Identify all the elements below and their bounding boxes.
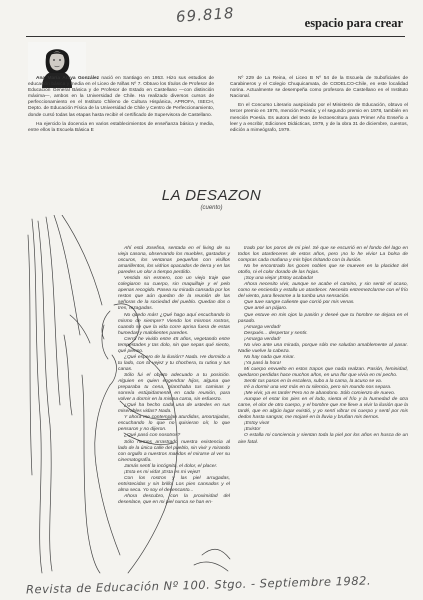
header-rule <box>26 36 405 37</box>
author-bio-left-column <box>28 76 214 137</box>
story-right-column <box>238 246 408 446</box>
story-paragraph: trado por los poros de mi piel. Sé que se escurrió en el fondo del lago en todos los atardeceres de estos años, pero ¡no lo he vivio! La bolsa de compras cada mañana y mis hijos tiritando con la ilusión. <box>238 246 408 264</box>
story-paragraph: ¡Ya pasó la hora! <box>244 360 281 366</box>
story-paragraph: No hay nada que mirar. <box>244 354 295 360</box>
handwritten-id-mark: 69.818 <box>175 3 236 27</box>
story-paragraph: ¿Qué espero de la ilusión? Nada. He dormido a tu lado, con tu vejez y tu chochera, tu rutina y tus canas. <box>118 354 230 372</box>
story-paragraph: Sólo fui el objeto adecuado a tu posición. Alguien en quien engendrar hijos, alguna que preparaba tu cena, planchaba tus camisas y sonreía estúpidamente en cada reunión, para volver a dormir en la misma cama, sin esfuerzo. <box>118 372 230 403</box>
handwritten-source-note: Revista de Educación Nº 100. Stgo. - Septiembre 1982. <box>25 573 372 597</box>
story-paragraph: Jamás sentí la incógnita, el dolor, el placer. <box>124 463 218 469</box>
story-paragraph: O estalla mi conciencia y sientan toda la piel por los años en husca de un aire fatal. <box>238 433 408 445</box>
story-paragraph: Sólo hemos arrastrado nuestra existencia al lado de la única calle del pueblo, sin vivir y mirando con orgullo a nuestros maridos el mirarse al ver su cinematografía. <box>118 439 230 463</box>
bio-paragraph: Ha ejercido la docencia en varios establecimientos de enseñanza básica y media, entre ellos la Escuela Básica E <box>28 121 214 133</box>
story-paragraph: Iré a dormir una vez más en tu silencio, pero sin mundo nos separa. <box>244 385 392 391</box>
story-subtitle: (cuento) <box>200 205 223 211</box>
author-bio-right-column <box>230 76 408 137</box>
story-paragraph: ¿Qué ha hecho cada una de ustedes en sus miserables vidas? Nada. <box>118 403 230 415</box>
story-paragraph: No vivo ante una mirada, porque sólo me saludan amablemente al pasar. Nadie vuelve la cabeza. <box>238 342 408 354</box>
story-paragraph: No quedo más! ¿Qué hago aquí escuchando lo mismo de siempre? Viendo los mismos rostros, cuando se que la vida corre aprisa fuera de estas humedas y malolientes paredes. <box>118 312 230 336</box>
story-paragraph: Que estuve en mis ojos la pasión y deseé que tu hombre se dejara en el pasado. <box>238 312 408 324</box>
story-paragraph: Y ahora me contemplan aturdidas, amortajadas, escuchando lo que no quisieran oír, lo que pensaron y no dijeron. <box>118 415 230 433</box>
story-paragraph: Ahora descubro, con la proximidad del desenlace, que en mi piel nunca se han en- <box>118 493 230 505</box>
story-paragraph: Que amé un pájaro. <box>244 306 288 312</box>
story-left-column <box>118 246 230 506</box>
story-paragraph: Después... despertar y sentir. <box>244 330 308 336</box>
story-paragraph: No he encontrado los goces nobles que se mueven en la placidez del otoño, ni el color dorado de las hojas. <box>238 264 408 276</box>
story-paragraph: ¡Amarga verdad! <box>244 336 281 342</box>
story-paragraph: Cerró he vivido entre 45 años, vegetando entre tempestades y tas dolo, sin que sepas qué siento, qué pienso. <box>118 336 230 354</box>
bio-paragraph: Ana María Araya González nació en Santiago en 1953. Hizo sus estudios de educación básica y media en el Liceo de Niñas Nº 7. Obtuvo los títulos de Profesor de Educación General Básica y de Profesor de Estado en Castellano —con distinción máxima—, ambos en la Universidad de Chile. Ha realizado diversos cursos de perfeccionamiento en el Instituto Chileno de Cultura Hispánica, APROFA, ISECH, Depto. de Educación Física de la Universidad de Chile y Centro de Perfeccionamiento, donde cursó todas las etapas hasta recibir el certificado de Supervisora de Castellano. <box>28 76 214 118</box>
story-paragraph: ¿Qué pasó con nosotros? <box>124 433 181 439</box>
story-paragraph: Ahora necesito vivir, aunque se acabe el camino, y sin sentir el ocaso, como se encienda y estalla un atardecer. Necesito entremezclarme con el frío del viento, para llevarme a la tumba una sensación. <box>238 282 408 300</box>
section-title: espacio para crear <box>304 16 403 30</box>
story-paragraph: ¡Existo! <box>244 427 261 433</box>
story-paragraph: ¡Amarga verdad! <box>244 324 281 330</box>
story-paragraph: ¡Soy una vieja! ¡Estoy acabada! <box>244 276 314 282</box>
bio-paragraph: Nº 229 de La Reina, el Liceo B Nº 54 de la Escuela de Suboficiales de Carabineros y el Colegio Chuquicamata, de CODELCO-Chile, en este localidad norina. Actualmente se desempeña como profesora de Castellano en el Instituto Nacional. <box>230 76 408 100</box>
story-paragraph: Con los rostros y las piel arrugadas, entristecidas y sin brillo. Los pies cansados y el alma seca. Yo soy el desencanto... <box>118 475 230 493</box>
story-paragraph: ¡Me vivir, ya es tarde! Pero no te abandono. Sólo comienzo de nuevo. <box>244 391 396 397</box>
story-paragraph: ¡Estoy viva! <box>244 421 270 427</box>
story-title: LA DESAZON <box>161 187 262 204</box>
story-paragraph: Sentir tus pasos en la escalera, subo a la cama, la acuso se va. <box>244 379 383 385</box>
bio-paragraph: En el Concurso Literario auspiciado por el Ministerio de Educación, obtuvo el tercer premio en 1976, mención Poesía; y el segundo premio en 1978, también en mención Poesía. Es autora del texto de lectoescritura para Primer Año Enseño a leer y a escribir, Ediciones Didácticas, 1979, y de la obra 31 de diciembre, cuentos, edición a mimeógrafo, 1979. <box>230 103 408 133</box>
story-paragraph: Ahí está Josefina, sentada en el living de su vieja casona, observando los muebles, gastados y oscuros, los ventanas pequeñas con visillos amarillentos, los vidrios opacados de tierra y en las paredes un olor a tiempo perdido. <box>118 246 230 276</box>
story-paragraph: Vestida sin esmero, con un viejo traje que colegiaron su cuerpo, sin maquillaje y el pelo apenas recogido. Pasea su mirada cansada por los restos que aún quedan de la reunión de las señoras de la sociedad del pueblo. Quedan dos o tres, rezagadas. <box>118 276 230 312</box>
story-paragraph: Aunque el estar los pies en el lodo, sienta el frío y la humedad de otra carne, el olor de otro cuerpo, y el hombre que me lleve a vivir la ilusión que la tardé, que en algún lugar existió, y yo sentí vibrar mi cuerpo y sentí por mis dedos hasta sangrar, me mojaré en la lluvia y bruñan mis tiernos. <box>238 397 408 421</box>
story-paragraph: ¡Esta es mi vida! ¡Esta es mi vejez! <box>124 469 201 475</box>
author-name: Ana María Araya González <box>36 76 100 81</box>
story-paragraph: Mi cuerpo envuelto en estos trapos que nada realzan. Pasión, feminidad, quedaron perdidas hace muchos años, en una flor que vivía en mi pecho. <box>238 366 408 378</box>
story-paragraph: Que tuve sangre caliente que corrió por mis venas. <box>244 300 355 306</box>
